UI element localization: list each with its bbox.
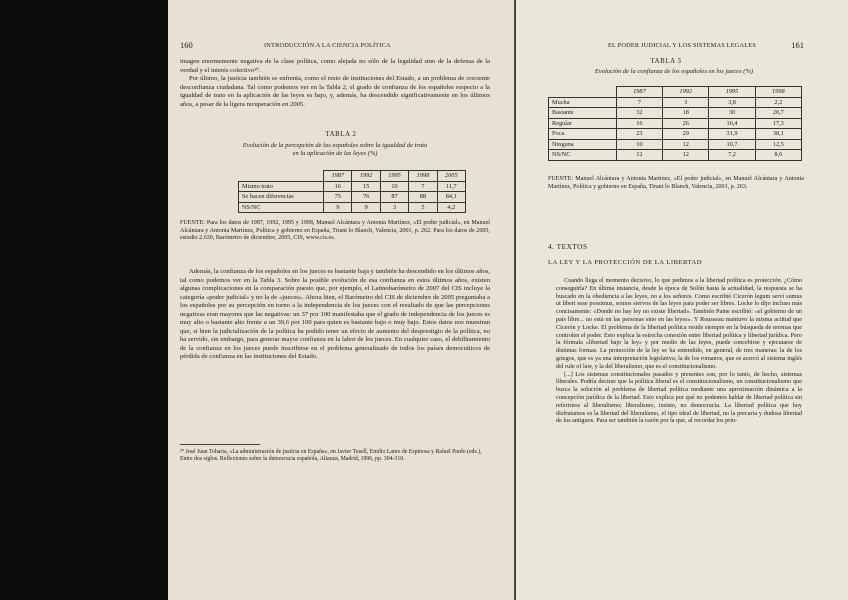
table3-row-label: Regular (549, 118, 617, 129)
table3-year: 1995 (709, 87, 755, 98)
table-row (239, 192, 466, 203)
table2-cell: 9 (324, 202, 352, 213)
left-page-number: 160 (180, 40, 193, 50)
quote-paragraph-2: [...] Los sistemas constitucionales pasados y presentes son, por lo tanto, de hecho, sistemas liberales. Podría decirse que la política liberal es el constitucionalismo, un constitucionalismo que busca la solución al problema de libertad política mediante una aproximación dinámica a la concepción jurídica de la libertad. Esto explica por qué no podemos hablar de libertad política sin referirnos al liberalismo; liberalismo, insisto, no democracia. La libertad política que hoy disfrutamos es la libertad del liberalismo, el tipo ideal de libertad, no la precaria y dudosa libertad de los antiguos. Para ser también la razón por la que, al recordar los prin- (556, 370, 802, 425)
table2-year: 1992 (352, 171, 380, 182)
table3-year: 1998 (755, 87, 801, 98)
table3-cell: 23 (616, 129, 662, 140)
table-row (549, 118, 802, 129)
table3-cell: 16,4 (709, 118, 755, 129)
table3-year: 1992 (663, 87, 709, 98)
left-body-text (180, 268, 490, 362)
table3-row-label: Bastante (549, 108, 617, 119)
table3-year: 1987 (616, 87, 662, 98)
table-row (549, 108, 802, 119)
table2-cell: 11,7 (437, 181, 465, 192)
table2-label: TABLA 2 (325, 131, 357, 138)
table3-cell: 17,3 (755, 118, 801, 129)
left-running-head: INTRODUCCIÓN A LA CIENCIA POLÍTICA (264, 42, 391, 49)
table2-title-line2: en la aplicación de las leyes (%) (292, 150, 378, 157)
section-heading: 4. TEXTOS (548, 242, 588, 251)
table3-cell: 26 (663, 118, 709, 129)
table3-cell: 7,2 (709, 150, 755, 161)
table3-cell: 3 (663, 97, 709, 108)
table3-cell: 7 (616, 97, 662, 108)
table3 (548, 86, 802, 161)
table2-cell: 3 (380, 202, 408, 213)
table3-cell: 20,7 (755, 108, 801, 119)
quote-paragraph-1: Cuando llega el momento decisivo, lo que pedimos a la libertad política es protección. ¿Cómo conseguirla? En última instancia, desde la época de Solón hasta la actualidad, la respuesta se ha buscado en la obediencia a las leyes, no a los señores. Como escribió Cicerón legum servi sumus ut liberi esse possimus, somos siervos de las leyes para poder ser libres. Locke lo dijo incluso más concisamente: «Donde no hay ley no existe libertad». También Paine escribió: «el gobierno de un país libre... no está en las personas sino en las leyes». Y Rousseau mantuvo la misma actitud que Cicerón y Locke. El problema de la libertad política reside siempre en la búsqueda de normas que controlen el poder. Esto explica la estrecha conexión entre libertad política y libertad jurídica. Pero la fórmula «libertad bajo la ley» y por medio de las leyes, puede concebirse y ejecutarse de distintas formas. La protección de la ley se ha entendido, en general, de tres maneras: la de los griegos, que es ya una interpretación legislativa; la de los romanos, que se acercó al sistema inglés del rule of law, y la del liberalismo, que es el constitucionalismo. (556, 277, 802, 370)
table2-year: 2005 (437, 171, 465, 182)
table2-cell: 16 (324, 181, 352, 192)
intro-paragraph-1: imagen enormemente negativa de la clase política, como alejada no sólo de la legalidad sino de la defensa de la verdad y el interés colectivo²⁰. (180, 58, 490, 74)
table2-cell: 87 (380, 192, 408, 203)
table2-row-label: NS/NC (239, 202, 324, 213)
table2-cell: 4,2 (437, 202, 465, 213)
footnote-rule (180, 444, 260, 445)
table2-cell: 10 (380, 181, 408, 192)
table3-cell: 2,2 (755, 97, 801, 108)
right-page-number: 161 (791, 40, 804, 50)
left-page (168, 0, 514, 600)
table-row (549, 150, 802, 161)
table-row (549, 139, 802, 150)
table3-cell: 30 (709, 108, 755, 119)
table2-cell: 5 (409, 202, 437, 213)
table3-cell: 12,5 (755, 139, 801, 150)
table3-cell: 3,8 (709, 97, 755, 108)
table3-cell: 38,1 (755, 129, 801, 140)
table2-year: 1998 (409, 171, 437, 182)
body-paragraph: Además, la confianza de los españoles en los jueces es bastante baja y también ha descendido en los últimos años, tal como podemos ver en la Tabla 3. Sobre la posible evolución de esa confianza en estos últimos años, existen algunas complicaciones en la comparación puesto que, por ejemplo, el Latinobarómetro de 2007 del CIS incluye la categoría «poder judicial» y no la de «jueces». Ahora bien, el Barómetro del CIS de diciembre de 2005 preguntaba a los españoles por su percepción en torno a la independencia de los jueces con el resultado de que las percepciones negativas eran mayores que las negativas: un 37 por 100 manifestaba que el grado de independencia de los jueces es muy alto o bastante alto frente a un 39,6 por 100 para quien es bastante bajo o muy bajo. Estos datos nos muestran que, si bien la judicialización de la política ha podido tener un efecto de aumento del desprestigio de la política, no ha servido, sin embargo, para generar mayor confianza en la labor de los jueces. En cualquier caso, el debilitamiento de la confianza en los jueces puede inscribirse en el problema generalizado de todos los países democráticos de pérdida de confianza en las instituciones del Estado. (180, 268, 490, 360)
table3-cell: 18 (663, 108, 709, 119)
table3-cell: 32 (616, 108, 662, 119)
table3-corner (549, 87, 617, 98)
table3-title: Evolución de la confianza de los españoles en los jueces (%) (594, 68, 754, 75)
intro-paragraph-2: Por último, la justicia también se enfrenta, como el resto de instituciones del Estado, a un problema de creciente desconfianza ciudadana. Tal como podemos ver en la Tabla 2, el grado de confianza de los españoles respecto a la igualdad de trato en la aplicación de las leyes es bajo, y, además, ha descendido significativamente en los últimos años, a pesar de la ligera recuperación en 2005. (180, 75, 490, 108)
table3-cell: 10,7 (709, 139, 755, 150)
table2-cell: 15 (352, 181, 380, 192)
table3-cell: 12 (663, 150, 709, 161)
table2-corner (239, 171, 324, 182)
table2-cell: 88 (409, 192, 437, 203)
table3-source: FUENTE: Manuel Alcántara y Antonia Martínez, «El poder judicial», en Manuel Alcántara y Antonia Martínez, Política y gobierno en España, Tirant lo Blanch, Valencia, 2001, p. 263. (548, 176, 804, 190)
table2-cell: 76 (352, 192, 380, 203)
table-row (239, 181, 466, 192)
right-page (516, 0, 848, 600)
table2-year: 1987 (324, 171, 352, 182)
table2-row-label: Mismo trato (239, 181, 324, 192)
table3-header-row (549, 87, 802, 98)
table3-cell: 12 (616, 150, 662, 161)
table2-cell: 75 (324, 192, 352, 203)
right-running-head: EL PODER JUDICIAL Y LOS SISTEMAS LEGALES (608, 42, 757, 49)
table-row (239, 202, 466, 213)
table2-row-label: Se hacen diferencias (239, 192, 324, 203)
table2-cell: 9 (352, 202, 380, 213)
table2-source: FUENTE: Para los datos de 1987, 1992, 1995 y 1998, Manuel Alcántara y Antonia Martínez, «El poder judicial», en Manuel Alcántara y Antonia Martínez, Política y gobierno en España, Tirant lo Blanch, Valencia, 2001, p. 262. Para los datos de 2005, estudio 2.630, Barómetro de diciembre, 2005, CIS, www.cis.es. (180, 220, 490, 242)
table3-cell: 31,9 (709, 129, 755, 140)
table2 (238, 170, 466, 213)
table2-title-line1: Evolución de la percepción de los españoles sobre la igualdad de trato (242, 142, 428, 149)
table3-label: TABLA 3 (650, 58, 682, 65)
table-row (549, 129, 802, 140)
section-subheading: LA LEY Y LA PROTECCIÓN DE LA LIBERTAD (548, 259, 703, 266)
table2-cell: 7 (409, 181, 437, 192)
table3-cell: 8,6 (755, 150, 801, 161)
footnote: ²⁰ José Juan Toharia, «La administración de justicia en España», en Javier Tusell, Emilio Lamo de Espinosa y Rafael Pardo (eds.), Entre dos siglos. Reflexiones sobre la democracia española, Alianza, Madrid, 1996, pp. 304-310. (180, 449, 482, 463)
table3-row-label: Ninguna (549, 139, 617, 150)
left-intro-text (180, 58, 490, 109)
quote-text (556, 277, 802, 425)
table-row (549, 97, 802, 108)
table3-cell: 16 (616, 118, 662, 129)
table2-year: 1995 (380, 171, 408, 182)
table3-row-label: Mucha (549, 97, 617, 108)
table2-cell: 84,1 (437, 192, 465, 203)
table3-cell: 12 (663, 139, 709, 150)
table3-row-label: NS/NC (549, 150, 617, 161)
table3-cell: 29 (663, 129, 709, 140)
table3-row-label: Poca (549, 129, 617, 140)
table2-header-row (239, 171, 466, 182)
table2-title (180, 142, 490, 158)
table3-cell: 10 (616, 139, 662, 150)
